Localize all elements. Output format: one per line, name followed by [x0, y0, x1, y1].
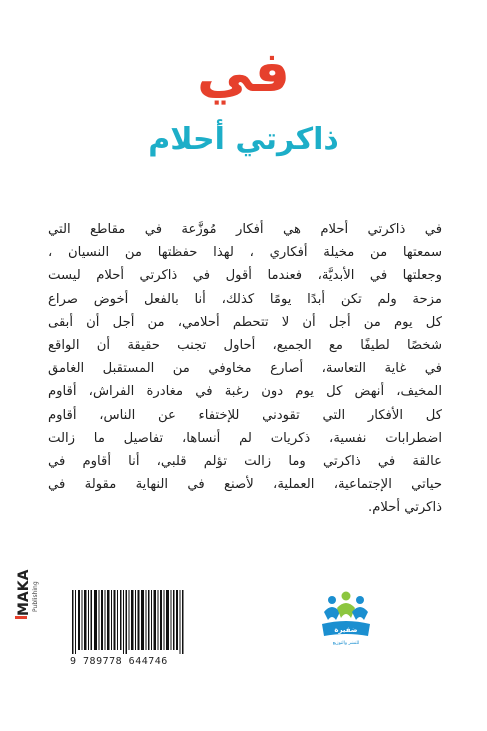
- maka-publishing-logo: [12, 560, 40, 638]
- maka-logo-text: MAKA: [16, 569, 32, 616]
- description-line: مزحة ولم تكن أبدًا يومًا كذلك، أنا بالفعل أخوض صراع: [48, 291, 442, 307]
- isbn-number: 9 789778 644746: [70, 656, 168, 667]
- cover-subtitle: ذاكرتي أحلام: [148, 122, 339, 157]
- publisher-label: ضفيرة: [334, 626, 358, 634]
- maka-logo-subtext: Publishing: [32, 581, 39, 612]
- description-line: في غاية التعاسة، أصارع مخاوفي من المستقبل الغامق: [48, 361, 442, 377]
- description-line: شخصًا لطيفًا مع الجميع، أحاول تجنب حقيقة أن الواقع: [48, 338, 442, 354]
- description-line: كل الأفكار التي تقودني للإختفاء عن الناس، أقاوم: [48, 407, 442, 423]
- description-line: سمعتها من مخيلة أفكاري ، لهذا حفظتها من النسيان ،: [48, 245, 442, 261]
- people-icon: [324, 592, 368, 621]
- cover-title: في: [196, 40, 291, 105]
- back-cover-description: [48, 218, 442, 520]
- isbn-barcode: [66, 588, 190, 656]
- description-line: المخيف، أنهض كل يوم دون رغبة في مغادرة الفراش، أقاوم: [48, 384, 442, 400]
- description-line: وجعلتها في الأبديَّة، فعندما أقول في ذاكرتي أحلام ليست: [48, 268, 442, 284]
- description-line: اضطرابات نفسية، ذكريات لم أنساها، تفاصيل ما زالت: [48, 430, 442, 446]
- publisher-logo: [318, 590, 374, 648]
- description-line: حياتي الإجتماعية، العملية، لأصنع في النهاية مقولة في: [48, 477, 442, 493]
- description-line: ذاكرتي أحلام.: [368, 500, 442, 516]
- publisher-sublabel: للنشر والتوزيع: [332, 641, 360, 646]
- description-line: كل يوم من أجل أن لا تتحطم أحلامي، من أجل أن أبقى: [48, 314, 442, 330]
- description-line: في ذاكرتي أحلام هي أفكار مُوزَّعة في مقاطع التي: [48, 222, 442, 237]
- description-line: عالقة في ذاكرتي وما زالت تؤلم قلبي، أنا أقاوم في: [48, 454, 442, 470]
